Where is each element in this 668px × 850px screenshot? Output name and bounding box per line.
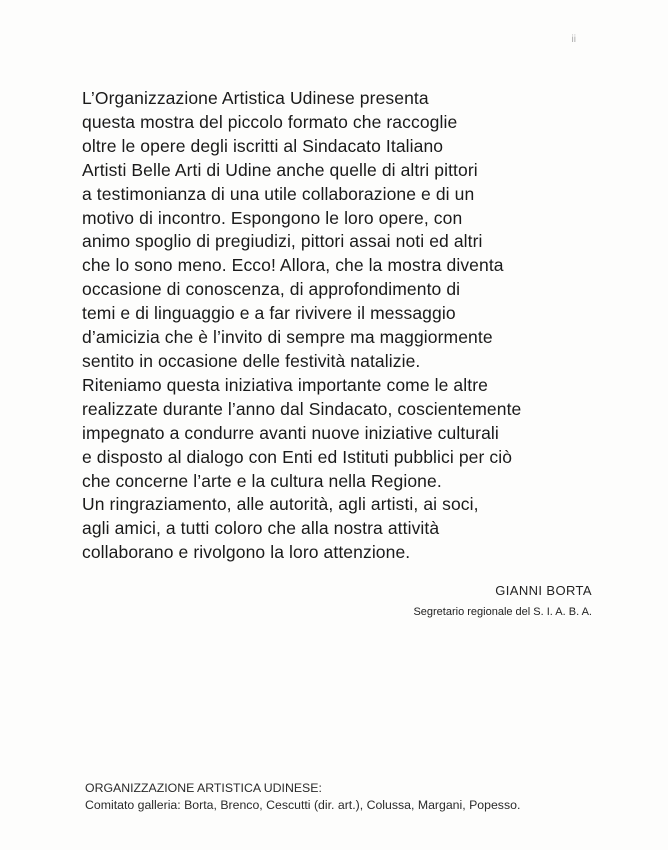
text-line: Artisti Belle Arti di Udine anche quelle di altri pittori — [82, 159, 478, 180]
committee-list: Comitato galleria: Borta, Brenco, Cescutti (dir. art.), Colussa, Margani, Popesso. — [85, 797, 521, 812]
text-line: Riteniamo questa iniziativa importante come le altre — [82, 374, 488, 395]
text-line: e disposto al dialogo con Enti ed Istituti pubblici per ciò — [82, 446, 513, 467]
text-line: d’amicizia che è l’invito di sempre ma maggiormente — [82, 327, 493, 348]
footer-credits — [85, 780, 645, 813]
signatory-role: Segretario regionale del S. I. A. B. A. — [413, 606, 592, 618]
text-line: temi e di linguaggio e a far rivivere il messaggio — [82, 303, 456, 324]
text-line: questa mostra del piccolo formato che raccoglie — [82, 111, 458, 132]
text-line: che concerne l’arte e la cultura nella Regione. — [82, 470, 442, 491]
text-line: che lo sono meno. Ecco! Allora, che la mostra diventa — [82, 255, 504, 276]
organization-heading: ORGANIZZAZIONE ARTISTICA UDINESE: — [85, 781, 322, 795]
text-line: realizzate durante l’anno dal Sindacato, coscientemente — [82, 398, 522, 419]
text-line: agli amici, a tutti coloro che alla nostra attività — [82, 518, 440, 539]
signatory-name: GIANNI BORTA — [495, 583, 592, 598]
text-line: animo spoglio di pregiudizi, pittori assai noti ed altri — [82, 231, 483, 252]
text-line: a testimonianza di una utile collaborazione e di un — [82, 183, 475, 204]
text-line: motivo di incontro. Espongono le loro opere, con — [82, 207, 463, 228]
text-line: L’Organizzazione Artistica Udinese presenta — [82, 88, 429, 108]
text-line: impegnato a condurre avanti nuove iniziative culturali — [82, 422, 499, 443]
text-line: oltre le opere degli iscritti al Sindacato Italiano — [82, 135, 444, 156]
signature-block — [413, 583, 592, 618]
text-line: occasione di conoscenza, di approfondimento di — [82, 279, 461, 300]
text-line: collaborano e rivolgono la loro attenzione. — [82, 542, 411, 563]
page-mark: ii — [571, 34, 576, 45]
text-line: sentito in occasione delle festività natalizie. — [82, 350, 421, 371]
text-line: Un ringraziamento, alle autorità, agli artisti, ai soci, — [82, 494, 479, 515]
introduction-text — [82, 87, 622, 565]
